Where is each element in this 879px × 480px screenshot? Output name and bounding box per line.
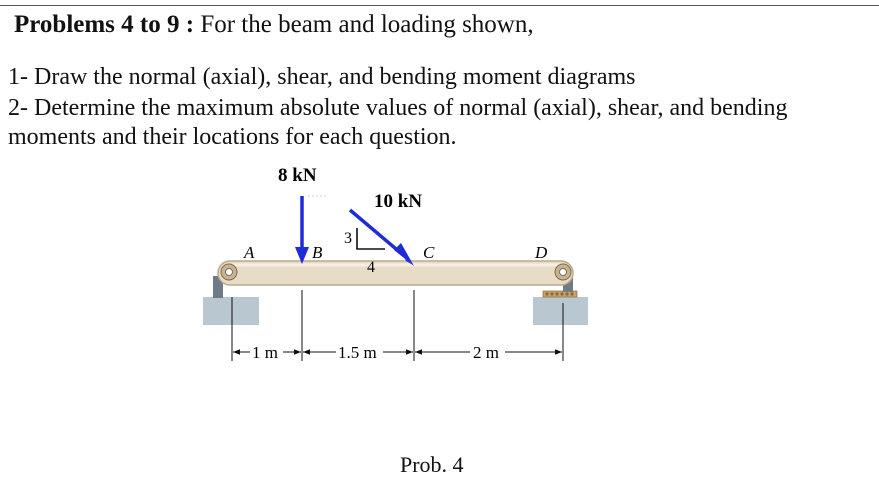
right-pin xyxy=(555,264,571,280)
dim-cd-label: 2 m xyxy=(473,343,499,362)
label-point-b: B xyxy=(312,243,323,262)
slope-triangle xyxy=(357,228,385,249)
load-8kn-label: 8 kN xyxy=(278,165,317,186)
task-line-1: 1- Draw the normal (axial), shear, and bending moment diagrams xyxy=(8,64,636,90)
left-pin xyxy=(221,264,237,280)
label-point-a: A xyxy=(244,243,255,262)
task-line-3: moments and their locations for each question. xyxy=(8,124,457,150)
slope-rise-label: 3 xyxy=(344,230,352,247)
label-point-d: D xyxy=(535,243,548,262)
right-support-block xyxy=(533,297,588,325)
heading-text: For the beam and loading shown, xyxy=(200,11,534,38)
slope-run-label: 4 xyxy=(367,259,375,276)
task-line-2: 2- Determine the maximum absolute values of normal (axial), shear, and bending xyxy=(8,95,788,121)
dim-ab-label: 1 m xyxy=(252,343,278,362)
left-support-block xyxy=(203,297,259,325)
label-point-c: C xyxy=(423,243,435,262)
heading-bold: Problems 4 to 9 : xyxy=(14,11,195,38)
load-10kn-label: 10 kN xyxy=(374,191,423,212)
dim-bc-label: 1.5 m xyxy=(338,343,377,362)
figure-caption: Prob. 4 xyxy=(400,452,464,477)
